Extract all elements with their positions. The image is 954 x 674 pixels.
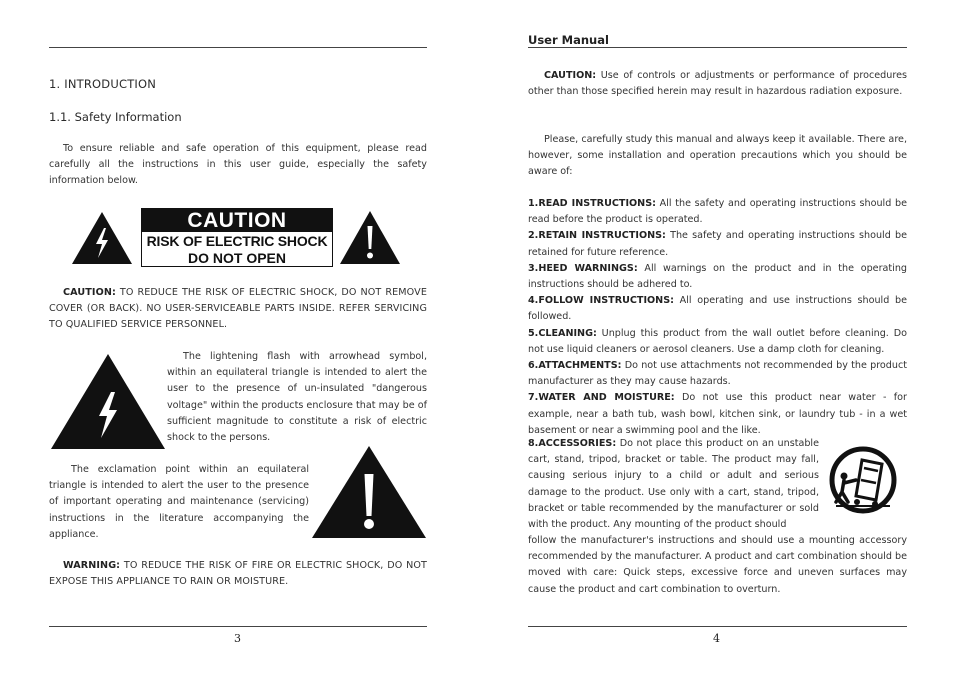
exclamation-warning-small-icon (338, 209, 402, 266)
accessories-item: 8.ACCESSORIES: Do not place this product on an unstable cart, stand, tripod, bracket or table. The product may fall, causing serious injury to a child or adult and serious damage to the product. Use only with a cart, stand, tripod, bracket or table recommended by the manufacturer or sold with the product. Any mounting of the product should (528, 438, 819, 531)
subsection-heading: 1.1. Safety Information (49, 110, 182, 124)
page-number-left: 3 (234, 632, 241, 645)
radiation-caution: CAUTION: Use of controls or adjustments or performance of procedures other than those specified herein may result in hazardous radiation exposure. (528, 70, 907, 98)
instruction-item: 7.WATER AND MOISTURE: Do not use this product near water - for example, near a bath tub, wash bowl, kitchen sink, or laundry tub - in a wet basement or near a swimming pool and the like. (528, 392, 907, 436)
caution-open-line: DO NOT OPEN (187, 250, 286, 266)
warning-note: WARNING: TO REDUCE THE RISK OF FIRE OR ELECTRIC SHOCK, DO NOT EXPOSE THIS APPLIANCE TO RAIN OR MOISTURE. (49, 560, 427, 588)
exclamation-description: The exclamation point within an equilateral triangle is intended to alert the user to the presence of important operating and maintenance (servicing) instructions in the literature accompanying the appliance. (49, 464, 309, 540)
instruction-item: 4.FOLLOW INSTRUCTIONS: All operating and use instructions should be followed. (528, 295, 907, 323)
left-bottom-rule (49, 626, 427, 627)
accessories-continued: follow the manufacturer's instructions and should use a mounting accessory recommended by the manufacturer. A product and cart combination should be moved with care: Quick steps, excessive force and uneven surfaces may cause the product and cart combination to overturn. (528, 535, 907, 595)
lightning-triangle-icon (49, 352, 167, 451)
intro-paragraph: To ensure reliable and safe operation of this equipment, please read carefully all the instructions in this user guide, especially the safety information below. (49, 143, 427, 187)
instruction-item: 2.RETAIN INSTRUCTIONS: The safety and operating instructions should be retained for future reference. (528, 230, 907, 258)
caution-title: CAUTION (142, 209, 332, 232)
precautions-intro: Please, carefully study this manual and always keep it available. There are, however, some installation and operation precautions which you should be aware of: (528, 134, 907, 178)
caution-label (141, 208, 333, 267)
right-top-rule (528, 47, 907, 48)
lightning-description: The lightening flash with arrowhead symbol, within an equilateral triangle is intended to alert the user to the presence of un-insulated "dangerous voltage" within the products enclosure that may be of sufficient magnitude to constitute a risk of electric shock to the persons. (167, 351, 427, 444)
safety-instructions-list (528, 196, 907, 439)
right-bottom-rule (528, 626, 907, 627)
left-top-rule (49, 47, 427, 48)
instruction-item: 6.ATTACHMENTS: Do not use attachments not recommended by the product manufacturer as they may cause hazards. (528, 360, 907, 388)
exclamation-triangle-icon (310, 444, 428, 540)
section-heading: 1. INTRODUCTION (49, 77, 157, 91)
page-number-right: 4 (713, 632, 720, 645)
instruction-item: 3.HEED WARNINGS: All warnings on the product and in the operating instructions should be adhered to. (528, 262, 907, 291)
lightning-warning-small-icon (70, 210, 134, 266)
caution-note: CAUTION: TO REDUCE THE RISK OF ELECTRIC SHOCK, DO NOT REMOVE COVER (OR BACK). NO USER-SERVICEABLE PARTS INSIDE. REFER SERVICING TO QUALIFIED SERVICE PERSONNEL. (49, 287, 427, 331)
instruction-item: 5.CLEANING: Unplug this product from the wall outlet before cleaning. Do not use liquid cleaners or aerosol cleaners. Use a damp cloth for cleaning. (528, 327, 907, 355)
instruction-item: 1.READ INSTRUCTIONS: All the safety and operating instructions should be read before the product is operated. (528, 198, 907, 226)
cart-tipover-warning-icon (828, 446, 898, 514)
caution-risk-line: RISK OF ELECTRIC SHOCK (146, 233, 328, 249)
manual-header: User Manual (528, 33, 609, 47)
